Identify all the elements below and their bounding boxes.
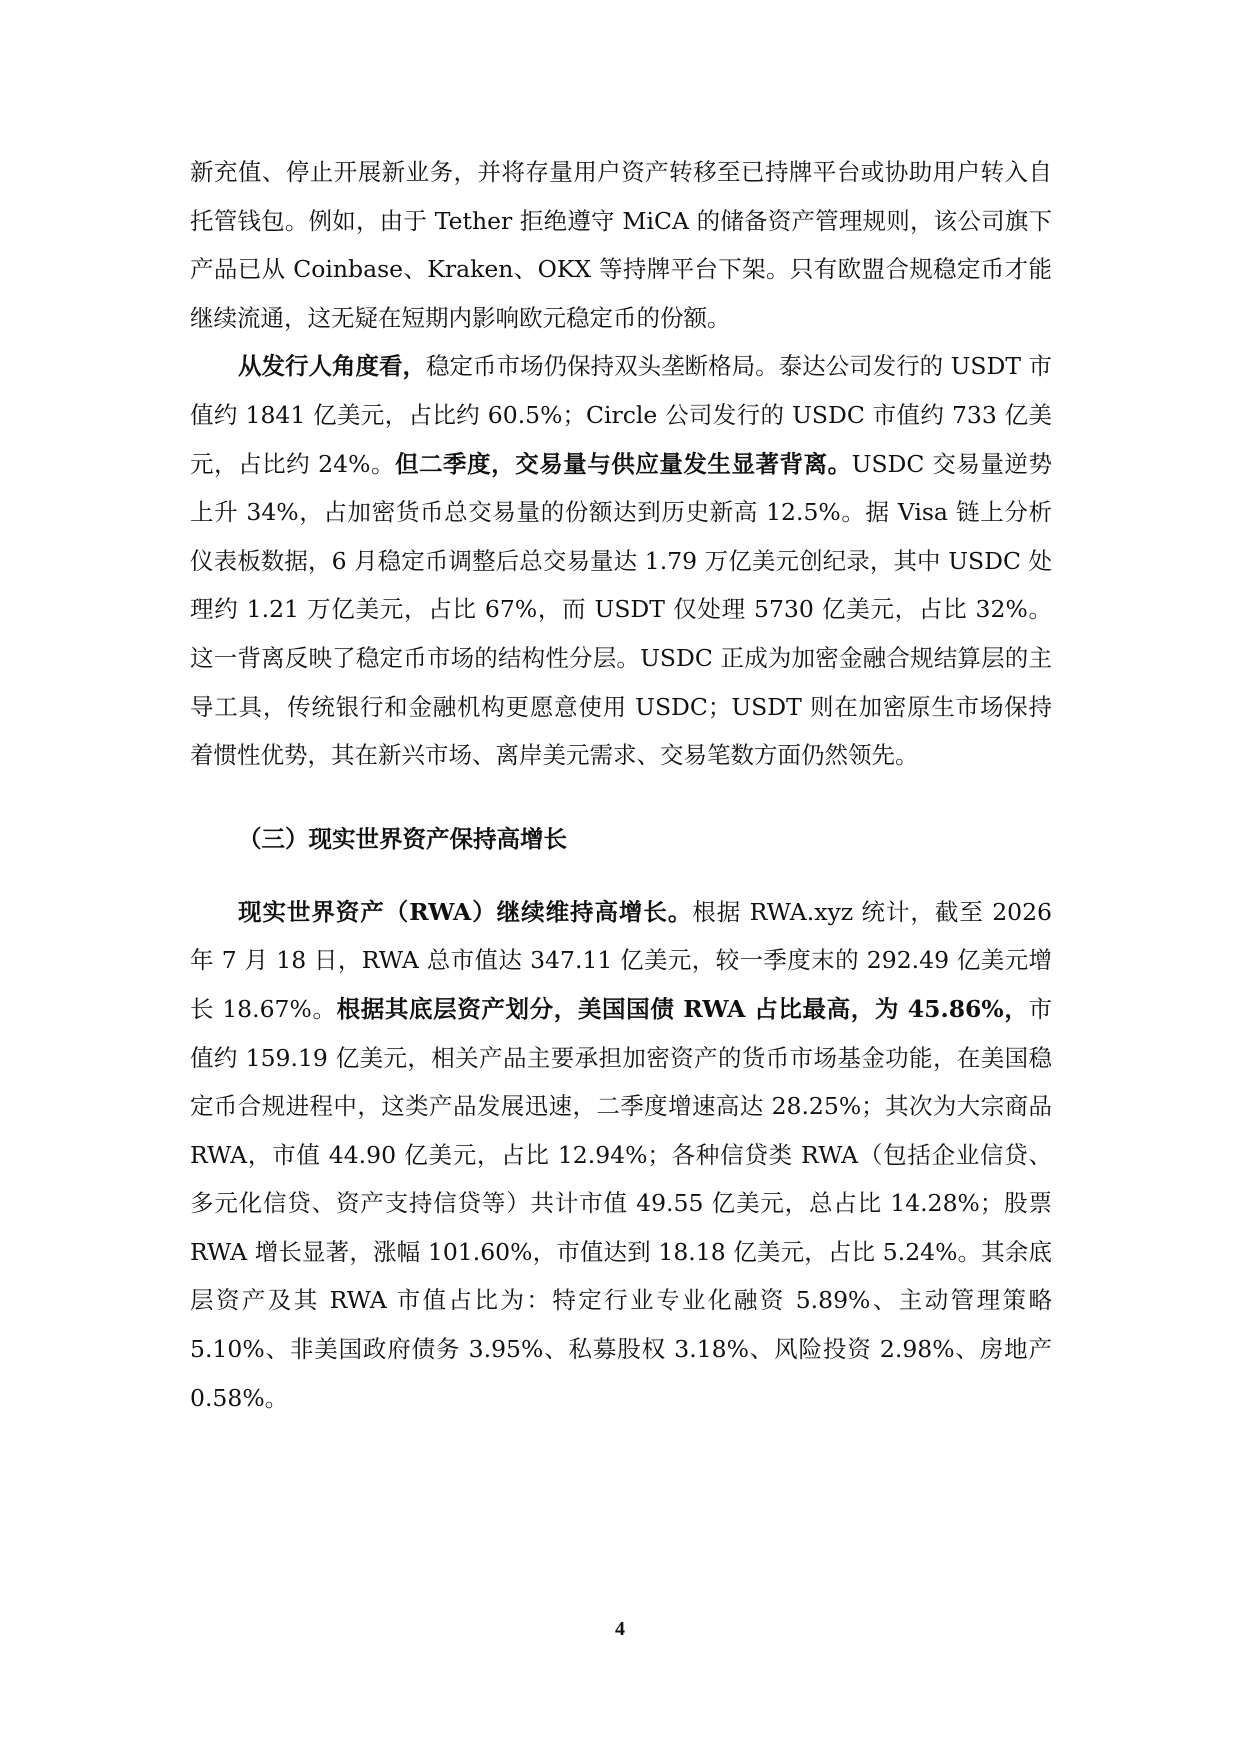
paragraph-continuation — [190, 148, 1052, 342]
page-body — [190, 148, 1052, 1422]
paragraph-continuation-text: 新充值、停止开展新业务，并将存量用户资产转移至已持牌平台或协助用户转入自托管钱包。例如，由于 Tether 拒绝遵守 MiCA 的储备资产管理规则，该公司旗下产品已从 Coinbase、Kraken、OKX 等持牌平台下架。只有欧盟合规稳定币才能继续流通，这无疑在短期内影响欧元稳定币的份额。 — [190, 158, 1052, 332]
paragraph-issuer-text-1: 稳定币市场仍保持双头垄断格局。泰达公司发行的 USDT 市值约 1841 亿美元，占比约 60.5%；Circle 公司发行的 USDC 市值约 733 亿美元，占比约 24%。 — [190, 352, 1053, 478]
paragraph-issuer-text-2: USDC 交易量逆势上升 34%，占加密货币总交易量的份额达到历史新高 12.5%。据 Visa 链上分析仪表板数据，6 月稳定币调整后总交易量达 1.79 万亿美元创纪录，其中 USDC 处理约 1.21 万亿美元，占比 67%，而 USDT 仅处理 5730 亿美元，占比 32%。这一背离反映了稳定币市场的结构性分层。USDC 正成为加密金融合规结算层的主导工具，传统银行和金融机构更愿意使用 USDC；USDT 则在加密原生市场保持着惯性优势，其在新兴市场、离岸美元需求、交易笔数方面仍然领先。 — [190, 449, 1053, 770]
paragraph-rwa-lead: 现实世界资产（RWA）继续维持高增长。 — [238, 897, 693, 926]
paragraph-rwa-text-2: 市值约 159.19 亿美元，相关产品主要承担加密资产的货币市场基金功能，在美国稳定币合规进程中，这类产品发展迅速，二季度增速高达 28.25%；其次为大宗商品 RWA，市值 44.90 亿美元，占比 12.94%；各种信贷类 RWA（包括企业信贷、多元化信贷、资产支持信贷等）共计市值 49.55 亿美元，总占比 14.28%；股票 RWA 增长显著，涨幅 101.60%，市值达到 18.18 亿美元，占比 5.24%。其余底层资产及其 RWA 市值占比为：特定行业专业化融资 5.89%、主动管理策略 5.10%、非美国政府债务 3.95%、私募股权 3.18%、风险投资 2.98%、房地产 0.58%。 — [190, 994, 1052, 1412]
page-number: 4 — [615, 1618, 625, 1640]
paragraph-rwa — [190, 888, 1052, 1423]
paragraph-rwa-emphasis: 根据其底层资产划分，美国国债 RWA 占比最高，为 45.86%， — [336, 994, 1029, 1023]
paragraph-rwa-text-1: 根据 RWA.xyz 统计，截至 2026 年 7 月 18 日，RWA 总市值达 347.11 亿美元，较一季度末的 292.49 亿美元增长 18.67%。 — [190, 897, 1052, 1023]
paragraph-issuer-lead: 从发行人角度看， — [238, 352, 427, 381]
section-heading: （三）现实世界资产保持高增长 — [238, 824, 567, 853]
paragraph-issuer-emphasis: 但二季度，交易量与供应量发生显著背离。 — [394, 449, 852, 478]
paragraph-issuer — [190, 342, 1052, 779]
